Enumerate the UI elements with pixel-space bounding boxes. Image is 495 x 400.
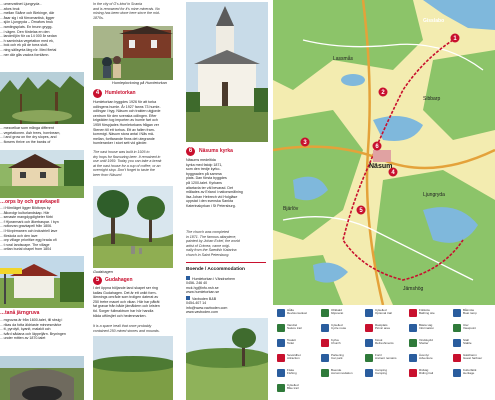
- photo-meadow: [186, 318, 268, 400]
- boende-heading: Boende / Accommodation: [186, 267, 245, 272]
- place-label: Näsum: [369, 163, 393, 170]
- place-label: Sibbarp: [423, 96, 441, 102]
- legend-symbol-icon: [409, 339, 417, 347]
- photo-gudahagen: [93, 186, 173, 268]
- map-marker-3[interactable]: [301, 138, 310, 147]
- bildtorp-paragraph: …i Hörnläget ligger Bildtorps by …ålkorolgr kulturlandskap. Här …senaste mangdygdigheter förbi …f Hjorarmark och åkerbaspar. I byn …ndtorvan gravkapell från 1806. …l Hövpirmanen och industriell lave …förskola och den lave …orp village prioritize egg brada ofi …t rural landscape. The village …ortian burial chapel from 1804: [0, 206, 59, 252]
- legend-item-label: Cykelled Optional trail: [375, 308, 392, 316]
- legend-symbol-icon: [453, 354, 461, 362]
- svg-text:6: 6: [375, 144, 379, 150]
- place-label: Bjärlöv: [283, 206, 299, 212]
- legend-symbol-icon: [365, 339, 373, 347]
- legend-item-label: Rastplats Picnic area: [375, 323, 390, 331]
- legend-item-label: Bästa väg Information: [419, 323, 435, 331]
- legend-item-label: Cykelled Cycle route: [331, 323, 347, 331]
- boende-1: [186, 276, 266, 295]
- boende-2: [186, 296, 266, 315]
- boende-2-name: Vavboden B&B: [192, 297, 217, 301]
- intro-paragraph-en: …mezoelkar som många different …vegetationen. Ash trees, hornbeam, …l and grow on the dry slopes, and …flowers thrive on the banks of: [0, 126, 61, 144]
- place-label: Lassmås: [333, 56, 354, 62]
- lake: [341, 74, 365, 86]
- legend-item-label: Uter Viewpoint: [463, 323, 476, 331]
- town-area: [373, 150, 391, 162]
- boende-2-email[interactable]: info@www.vavboden.com: [186, 305, 228, 310]
- legend-item-label: Camping Camping: [375, 368, 388, 376]
- svg-text:5: 5: [359, 208, 363, 214]
- svg-text:4: 4: [391, 170, 395, 176]
- legend-symbol-icon: [453, 309, 461, 317]
- legend-symbol-icon: [321, 369, 329, 377]
- legend-symbol-icon: [453, 324, 461, 332]
- legend-item-label: Vandrel Nature trail: [287, 323, 302, 331]
- legend-item-label: Stall Stable: [463, 338, 472, 346]
- legend-item-label: Kyrka Church: [331, 338, 341, 346]
- legend-symbol-icon: [277, 324, 285, 332]
- map-marker-5[interactable]: [357, 206, 366, 215]
- legend-item-label: Vindskydd Shelter: [419, 338, 433, 346]
- legend-item-label: Kulturfatik Heritage: [463, 368, 477, 376]
- bed-icon: [186, 276, 190, 280]
- legend-item-label: Äventyr Adventure: [419, 353, 433, 361]
- legend-item-label: Ridväg Riding trail: [419, 368, 434, 376]
- legend-symbol-icon: [453, 369, 461, 377]
- place-label: Jämshög: [403, 286, 424, 292]
- legend-symbol-icon: [409, 324, 417, 332]
- boende-1-web[interactable]: www.humletorkan.se: [186, 290, 220, 295]
- svg-text:1: 1: [453, 36, 457, 42]
- legend-symbol-icon: [321, 339, 329, 347]
- legend-symbol-icon: [409, 309, 417, 317]
- place-label: Ljungryda: [423, 192, 445, 198]
- section-heading-mine: …tanå järngruva: [0, 310, 40, 316]
- legend-symbol-icon: [365, 369, 373, 377]
- gudahagen-paragraph-en: It is a space ireall that once probably contained 250 mined stones and mounds.: [93, 324, 160, 333]
- legend-item-label: Toalett Toilet: [287, 338, 296, 346]
- legend-item-label: Båtmöte Boat ramp: [463, 308, 477, 316]
- legend-symbol-icon: [365, 309, 373, 317]
- legend-symbol-icon: [453, 339, 461, 347]
- photo-caption-gudahagen: Gudahagen: [93, 270, 113, 274]
- map-marker-6[interactable]: [373, 142, 382, 151]
- legend-item-label: Parkering Car park: [331, 353, 344, 361]
- legend-item-label: Hålla Revisionsväxel: [287, 308, 308, 316]
- kyrka-paragraph-en: The church was completed in 1871. The famous altarpiece, painted by Johan Eckel, the world artist of Crimea, came origi- nally from the Swedish Katarina church in Saint Petersburg.: [186, 230, 240, 257]
- map-legend: [273, 305, 495, 400]
- marker-6-badge: 6: [186, 147, 195, 156]
- section-heading-humletorkan: Humletorkan: [105, 90, 136, 96]
- photo-nasum-church: [186, 2, 268, 142]
- svg-text:3: 3: [303, 140, 307, 146]
- legend-symbol-icon: [321, 324, 329, 332]
- map-marker-2[interactable]: [379, 88, 388, 97]
- photo-forest: [0, 72, 84, 124]
- gudahagen-paragraph: I det öppna böljande land skapet ser ring kallas Gudahagen. Det är ett unikt form- lämnings område som troligen daterat av 250 tretre macet och vikan. Här har påträt fat gravar från både järnåldern och kristen tid. Sorger fullmaktrum har hör handla båda utförsjtet och hedenmarken.: [93, 286, 160, 318]
- legend-item-label: Ofikkald biljonerat: [331, 308, 344, 316]
- legend-symbol-icon: [277, 339, 285, 347]
- intro-paragraph: …umervattnet Ljungryda - …afors bruk …mellan Skåne och Blekinge, där …åsar sig i nå förromantisk, ligger …sjön Ljungryda – Örnafors bruk …ramlingsplats. En brunn grygg- …i vägen. Den fördelas en den …landmiljön för ca 14 000 år sedan …h saminiska vegetation med ek, …bok och ek på de torra slutt- …ning sällsynta lärg rör. Med flertal …ner där gås vackra fornlämn.: [0, 2, 57, 57]
- legend-item-label: Föttkola Bathing site: [419, 308, 435, 316]
- photo-mine-sign: [0, 256, 84, 308]
- photo-hop-picking: [93, 26, 173, 80]
- boende-1-email[interactable]: mck.hg@info.nsh.se: [186, 285, 219, 290]
- photo-mine-entrance: [0, 356, 84, 400]
- boende-1-phone: 0456- 246 40: [186, 281, 208, 286]
- boende-2-web[interactable]: www.vavboden.com: [186, 310, 218, 315]
- legend-symbol-icon: [365, 324, 373, 332]
- legend-symbol-icon: [321, 309, 329, 317]
- legend-symbol-icon: [365, 354, 373, 362]
- section-heading-nasums-kyrka: Näsums kyrka: [199, 148, 233, 154]
- map-marker-1[interactable]: [451, 34, 460, 43]
- legend-symbol-icon: [277, 309, 285, 317]
- section-heading-gudahagen: Gudahagen: [105, 277, 133, 283]
- legend-item-label: Kiosk Refreshments: [375, 338, 394, 346]
- place-label: Gisslabo: [423, 18, 445, 24]
- legend-symbol-icon: [409, 369, 417, 377]
- legend-item-label: Fiske Fishing: [287, 368, 297, 376]
- legend-item-label: Sevärdhet Attraction: [287, 353, 301, 361]
- section-heading-bildtorp: …orps by och gravkapell: [0, 199, 60, 205]
- legend-symbol-icon: [277, 384, 285, 392]
- area-map[interactable]: [273, 0, 495, 305]
- legend-symbol-icon: [277, 369, 285, 377]
- svg-text:2: 2: [381, 90, 385, 96]
- divider: [186, 262, 266, 263]
- kyrka-paragraph: Näsums medeltida kyrka med fatolp 1871, som den tredje kyrko- byggnaden på samma plats. Dan första byggdes på 1200-talet. Kyrkans altartavla ter väl bevarad. Det målades av Erland i nationsmålning lisa Johan Hebrech vid Holgläse uppstat i den svenska Sankta Katerinakyrkan i St Petersburg.: [186, 158, 243, 208]
- legend-symbol-icon: [409, 354, 417, 362]
- boende-2-phone: 0454-407 14: [186, 301, 207, 306]
- mine-paragraph: …mgruvas är från 1600-talet, till sbsig i …rikas da fotta äldriaste minnesmärke …tt, pyrolyti, kyanit, malakit och …tvård sådana och läppeljärn. Bryningen …under mitten av 1870-talet: [0, 318, 66, 341]
- legend-item-label: Cykelled Bike trail: [287, 383, 299, 391]
- mine-caption-en: In the city of Ö's kind in Scania and is renowned for it's mine minerals. No mining has been done here since the mid- 1870s.: [93, 2, 160, 20]
- humletorkan-paragraph: Humletorkan byggdes 1926 för att torka odlingens humle. År 1927 fanns 73 humle- odlingar i byg. Näsum och trakten utgjorde centrum för den svenska odlingen. Efter krigstiden tog importen av humle fart och 1959 förspjades Humletorkans frågan ver Stenen till ett torhus. Ett av fallen fram- kommigt. Näsum stora antal i Nås mä- mellan, fortfarande finns det utegrande humleranker i stort sett vid gärder.: [93, 100, 161, 146]
- bed-icon: [186, 296, 190, 300]
- legend-item-label: Boende Accommodation: [331, 368, 353, 376]
- photo-field: [93, 336, 173, 400]
- photo-village-house: [0, 150, 84, 198]
- legend-symbol-icon: [277, 354, 285, 362]
- legend-item-label: Fornl Ancient remains: [375, 353, 397, 361]
- humletorkan-paragraph-en: The oast house was built in 1926 to dry hops for flavouring beer. It remained in use until 1959. Today you can take a break at the oast house for a cup of coffee, or an overnight stop. Don't forget to taste the beer from Näsum!: [93, 150, 162, 177]
- legend-symbol-icon: [321, 354, 329, 362]
- marker-5-badge: 5: [93, 276, 102, 285]
- boende-1-name: Humletorkan i Vändrarhem: [192, 277, 235, 281]
- marker-4-badge: 4: [93, 89, 102, 98]
- legend-item-label: Gästhamn Guest harbour: [463, 353, 483, 361]
- photo-caption-hop: Humleplockning på Humletorkan: [112, 81, 167, 85]
